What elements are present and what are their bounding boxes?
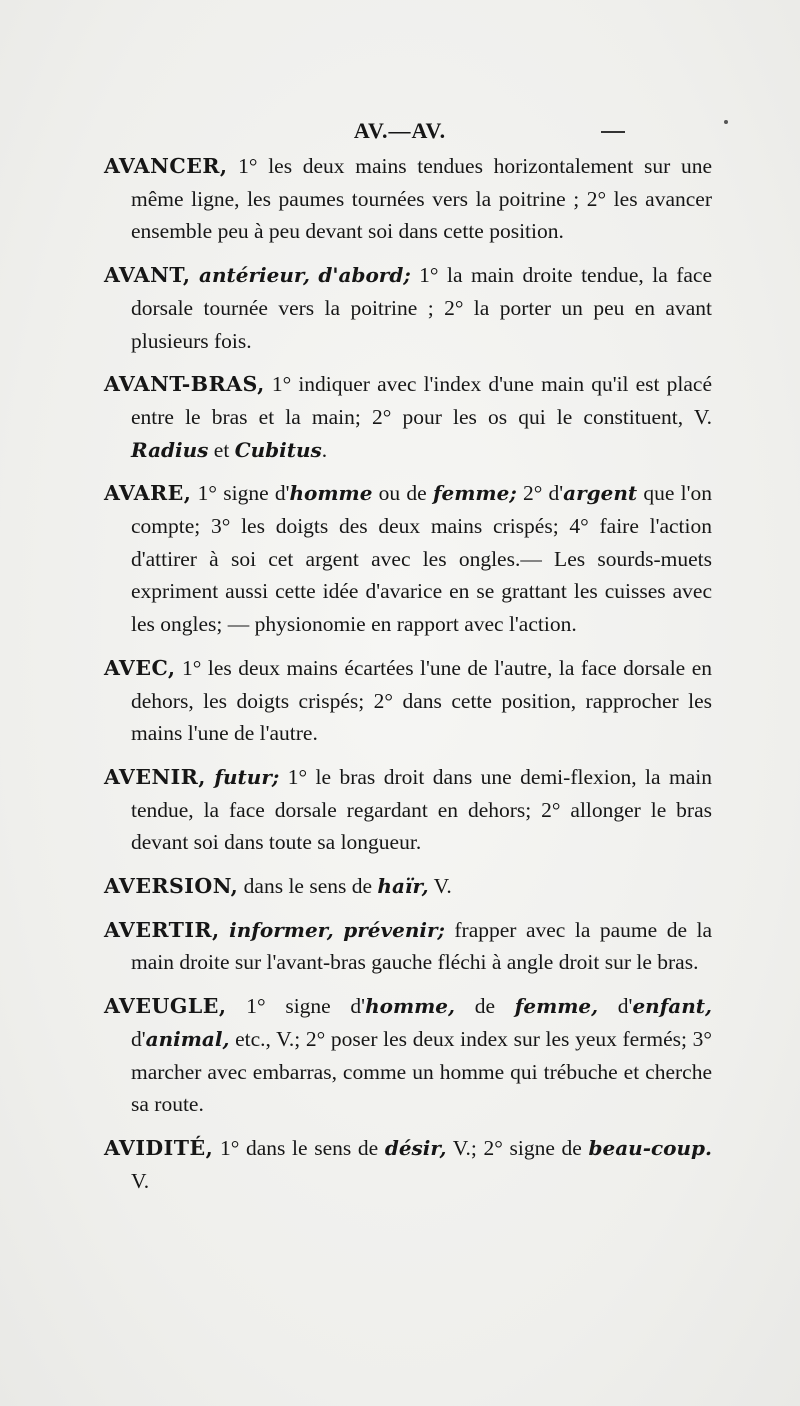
entry-text: 1° le bras droit dans une demi-flexion, la main tendue, la face dorsale regardant en dehors; 2° allonger le bras devant soi dans toute sa longueur. xyxy=(131,764,712,855)
headword: AVEC, xyxy=(104,655,176,680)
entry-text: que l'on compte; 3° les doigts des deux mains crispés; 4° faire l'action d'attirer à soi cet argent avec les ongles.— Les sourds-muets expriment aussi cette idée d'avarice en se grattant les cuisses avec les ongles; — physionomie en rapport avec l'action. xyxy=(131,481,712,637)
keyword: haïr, xyxy=(377,874,429,899)
headword: AVERTIR, xyxy=(104,917,220,942)
entry-text: V. xyxy=(428,874,452,899)
headword: AVANT, xyxy=(104,263,191,288)
entry-text: 1° la main droite tendue, la face dorsale tournée vers la poitrine ; 2° la porter un peu en avant plusieurs fois. xyxy=(131,263,713,353)
entry-text: 1° signe d' xyxy=(226,994,366,1019)
entry-text: etc., V.; 2° poser les deux index sur les yeux fermés; 3° marcher avec embarras, comme un homme qui trébuche et cherche sa route. xyxy=(131,1026,712,1117)
entry-avare xyxy=(104,477,712,641)
headword: AVIDITÉ, xyxy=(104,1135,214,1160)
keyword: femme, xyxy=(514,994,599,1019)
entry-text: 1° les deux mains écartées l'une de l'autre, la face dorsale en dehors, les doigts crispés; 2° dans cette position, rapprocher les mains l'une de l'autre. xyxy=(131,655,712,746)
keyword: animal, xyxy=(145,1026,230,1051)
headword: AVARE, xyxy=(104,481,192,506)
entry-text: 1° dans le sens de xyxy=(213,1135,385,1160)
keyword: enfant, xyxy=(632,994,713,1019)
entry-text: 1° indiquer avec l'index d'une main qu'il est placé entre le bras et la main; 2° pour les os qui le constituent, V. xyxy=(131,372,712,429)
keyword: antérieur, xyxy=(199,263,310,288)
entry-avec xyxy=(104,652,712,750)
entry-text: ou de xyxy=(372,481,433,506)
keyword: Radius xyxy=(131,437,209,462)
keyword: désir, xyxy=(384,1135,447,1160)
entry-text: V.; 2° signe de xyxy=(446,1135,589,1160)
keyword: prévenir; xyxy=(343,917,445,942)
entry-avidite xyxy=(104,1132,712,1197)
ink-speck xyxy=(724,120,728,124)
keyword: Cubitus xyxy=(234,437,322,462)
entry-avenir xyxy=(104,761,712,859)
entry-text: . xyxy=(321,437,328,462)
entry-avant xyxy=(104,259,712,357)
headword: AVANCER, xyxy=(104,154,228,178)
entry-avant-bras xyxy=(104,368,712,466)
entry-text: et xyxy=(208,437,235,462)
keyword: homme xyxy=(289,481,373,506)
entry-avancer xyxy=(104,150,712,248)
keyword: femme; xyxy=(432,481,517,506)
entry-aveugle xyxy=(104,990,712,1121)
keyword: d'abord; xyxy=(318,263,411,288)
entry-text: d' xyxy=(598,994,633,1019)
headword: AVEUGLE, xyxy=(104,994,227,1019)
keyword: beau-coup. xyxy=(588,1135,712,1160)
entry-text: V. xyxy=(131,1168,150,1193)
entry-text: de xyxy=(454,994,515,1019)
keyword: informer, xyxy=(229,917,334,942)
entry-aversion xyxy=(104,870,712,903)
entry-avertir xyxy=(104,914,712,979)
entry-text: 1° les deux mains tendues horizontalement sur une même ligne, les paumes tournées vers la poitrine ; 2° les avancer ensemble peu à peu devant soi dans cette position. xyxy=(131,154,712,244)
entry-text: 1° signe d' xyxy=(191,481,290,506)
keyword: homme, xyxy=(365,994,455,1019)
header-dash-mark xyxy=(601,131,625,133)
headword: AVENIR, xyxy=(104,764,206,789)
entry-text: 2° d' xyxy=(516,481,564,506)
keyword: futur; xyxy=(214,764,280,789)
dictionary-entries xyxy=(104,150,712,1208)
headword: AVANT-BRAS, xyxy=(104,372,265,397)
headword: AVERSION, xyxy=(104,874,239,899)
entry-text: frapper avec la paume de la main droite sur l'avant-bras gauche fléchi à angle droit sur le bras. xyxy=(131,917,713,975)
entry-text: dans le sens de xyxy=(238,874,378,899)
keyword: argent xyxy=(563,481,638,506)
entry-text: d' xyxy=(131,1026,146,1051)
running-header: AV.—AV. xyxy=(353,118,447,143)
